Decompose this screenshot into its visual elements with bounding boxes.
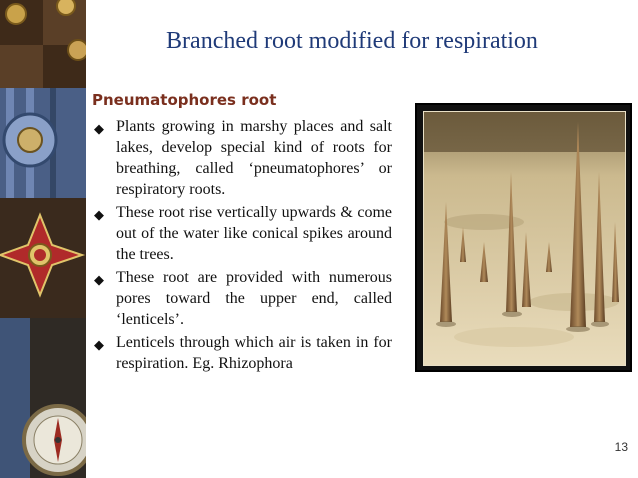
bullet-text: Lenticels through which air is taken in for respiration. Eg. Rhizophora (116, 334, 392, 372)
pneumatophore-photo (423, 111, 626, 366)
decorative-collage-image (0, 0, 86, 478)
diamond-bullet-icon: ◆ (94, 121, 104, 136)
bullet-list (92, 116, 392, 376)
bullet-item (92, 267, 392, 330)
bullet-text: These root rise vertically upwards & come out of the water like conical spikes around the trees. (116, 204, 392, 263)
section-subheading: Pneumatophores root (92, 91, 277, 109)
pneumatophores-image (424, 112, 625, 365)
diamond-bullet-icon: ◆ (94, 272, 104, 287)
photo-frame (415, 103, 632, 372)
bullet-text: Plants growing in marshy places and salt lakes, develop special kind of roots for breathing, called ‘pneumatophores’ or respiratory roots. (116, 118, 392, 198)
diamond-bullet-icon: ◆ (94, 207, 104, 222)
page-number: 13 (614, 440, 628, 454)
decorative-side-panel (0, 0, 86, 478)
slide-title: Branched root modified for respiration (166, 28, 538, 54)
bullet-item (92, 116, 392, 200)
bullet-text: These root are provided with numerous pores toward the upper end, called ‘lenticels’. (116, 269, 392, 328)
bullet-item (92, 202, 392, 265)
diamond-bullet-icon: ◆ (94, 337, 104, 352)
bullet-item (92, 332, 392, 374)
